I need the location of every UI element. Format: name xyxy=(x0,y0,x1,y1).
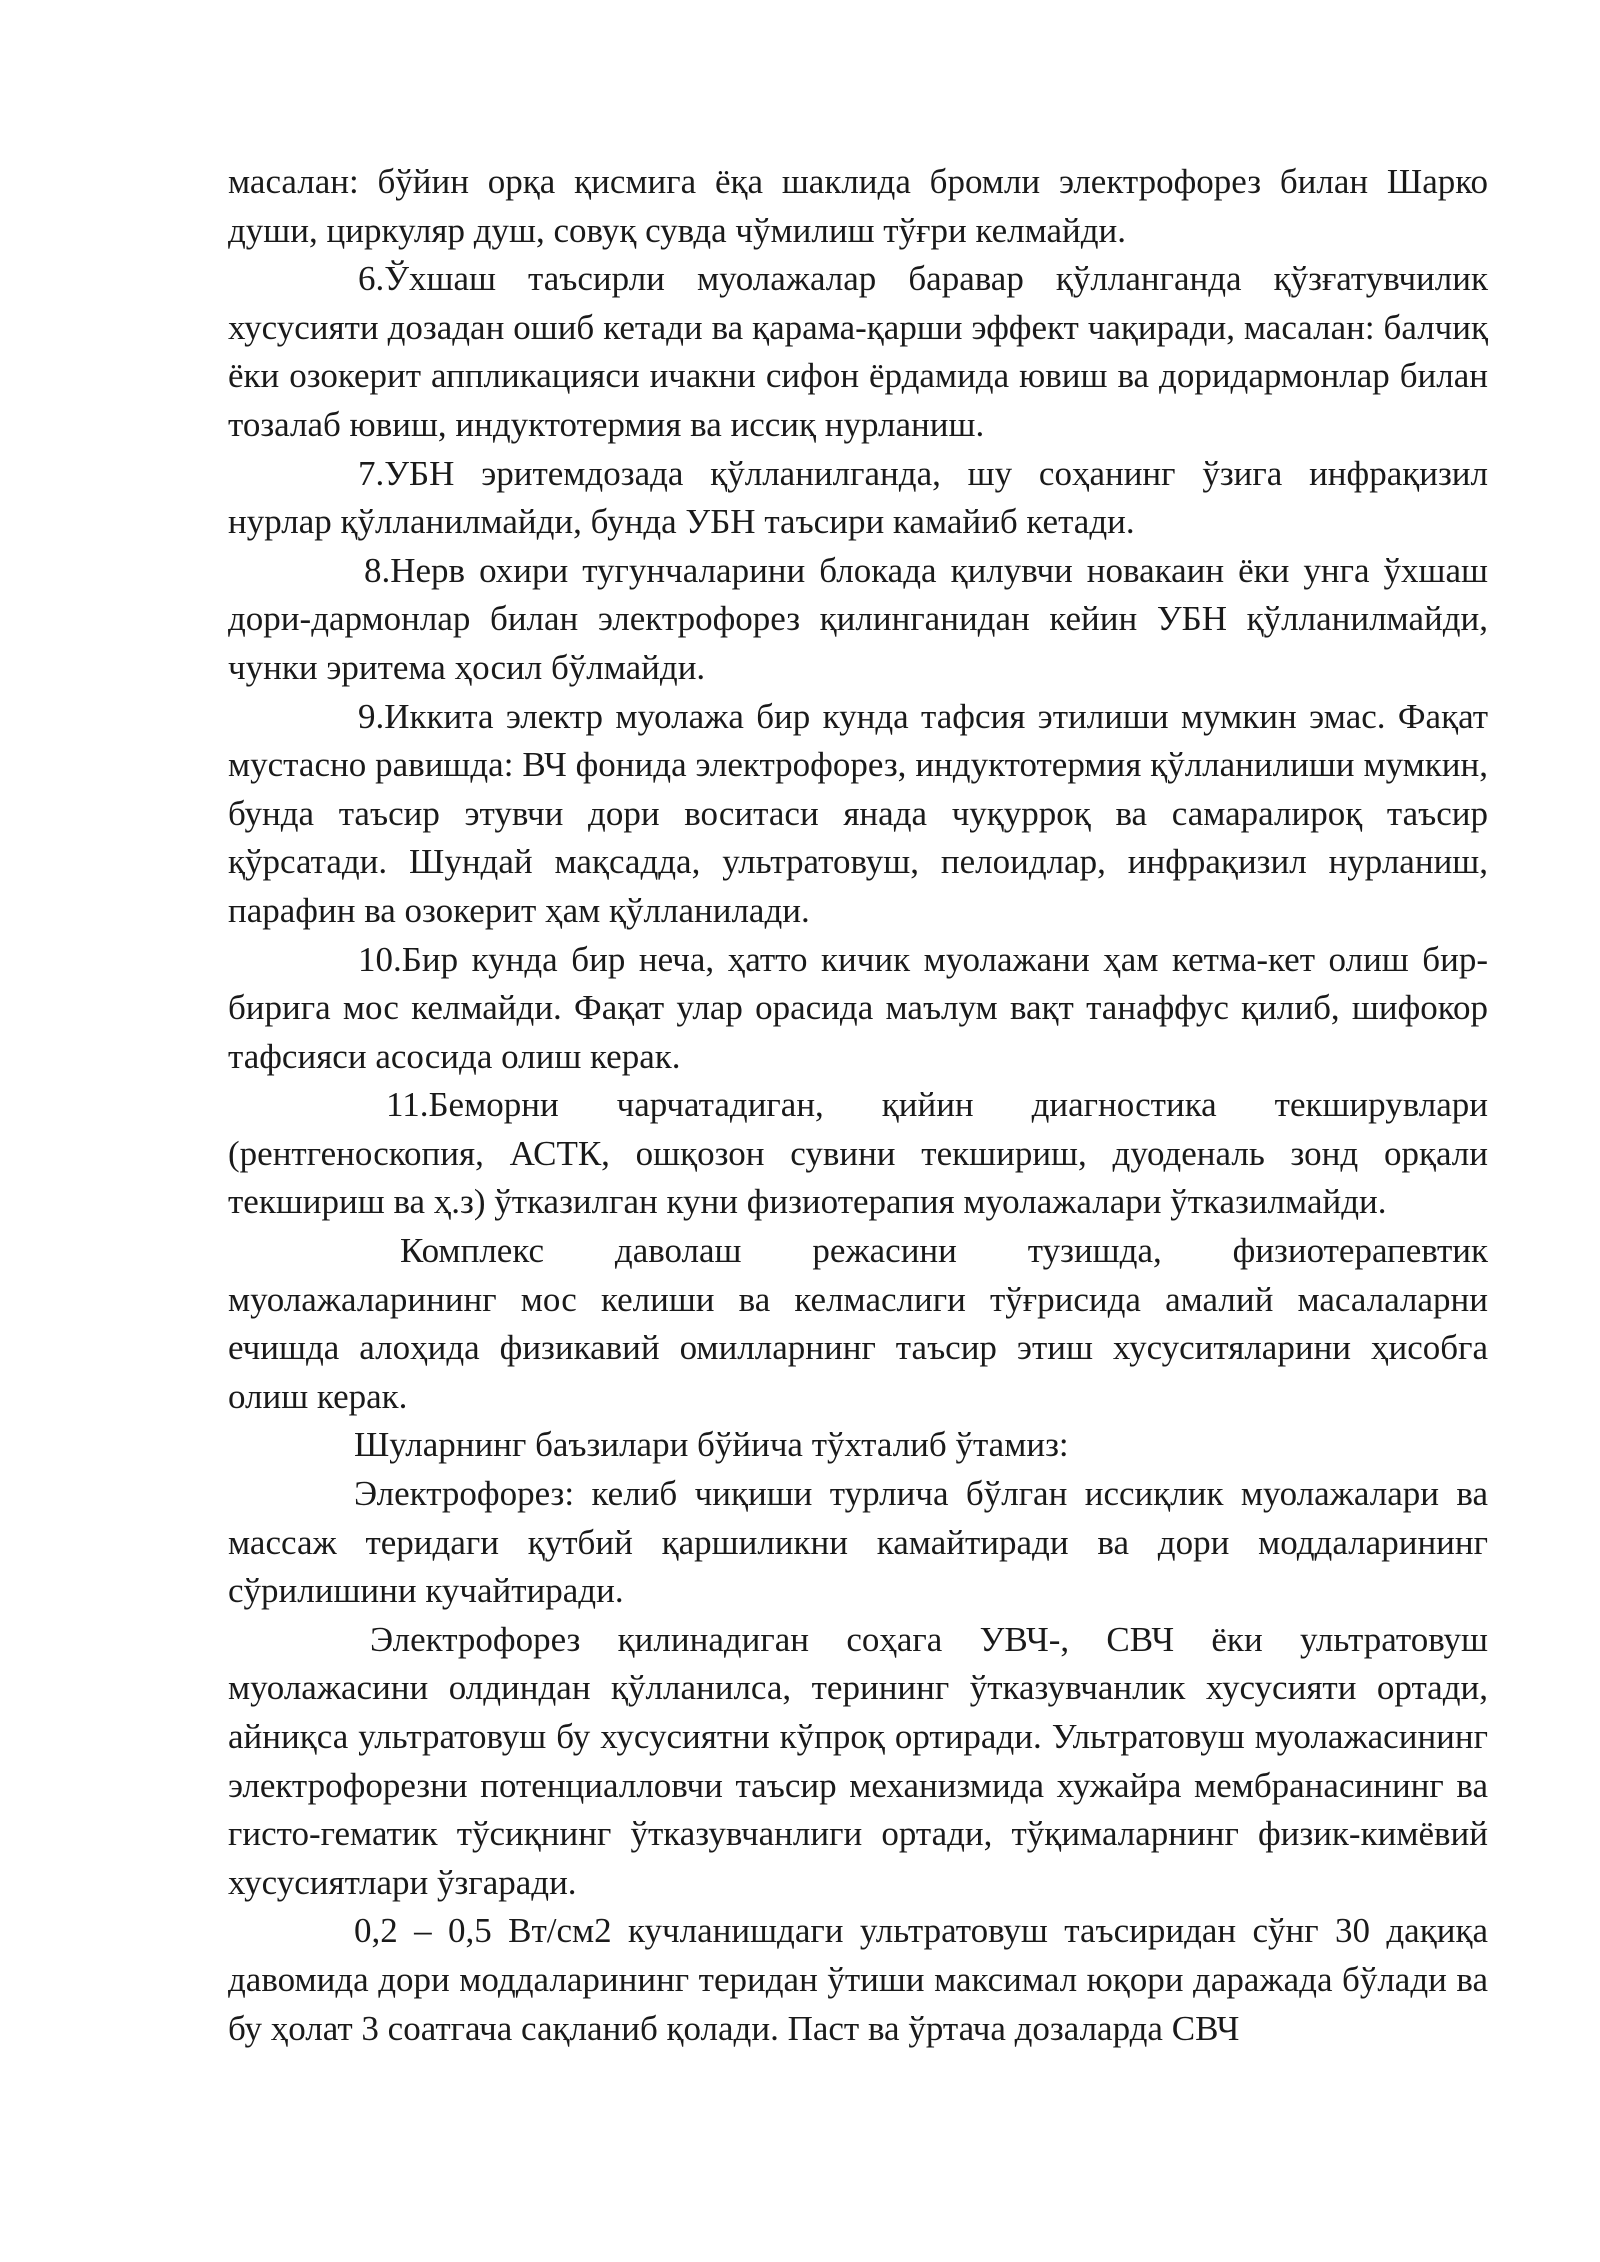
paragraph-item-10: 10.Бир кунда бир неча, ҳатто кичик муолажани ҳам кетма-кет олиш бир-бирига мос келмайди. Фақат улар орасида маълум вақт танаффус қилиб, шифокор тафсияси асосида олиш керак. xyxy=(228,939,1488,1076)
paragraph-complex-treatment: Комплекс даволаш режасини тузишда, физиотерапевтик муолажаларининг мос келиши ва келмаслиги тўғрисида амалий масалаларни ечишда алоҳида физикавий омилларнинг таъсир этиш хусуситяларини ҳисобга олиш керак. xyxy=(228,1231,1488,1416)
paragraph-ultrasound-dose: 0,2 – 0,5 Вт/см2 кучланишдаги ультратовуш таъсиридан сўнг 30 дақиқа давомида дори моддаларининг теридан ўтиши максимал юқори даражада бўлади ва бу ҳолат 3 соатгача сақланиб қолади. Паст ва ўртача дозаларда СВЧ xyxy=(228,1911,1488,2048)
document-page xyxy=(228,158,1488,2053)
paragraph-item-6: 6.Ўхшаш таъсирли муолажалар баравар қўлланганда қўзғатувчилик хусусияти дозадан ошиб кетади ва қарама-қарши эффект чақиради, масалан: балчиқ ёки озокерит аппликацияси ичакни сифон ёрдамида ювиш ва доридармонлар билан тозалаб ювиш, индуктотермия ва иссиқ нурланиш. xyxy=(228,259,1488,444)
paragraph-electrophoresis: Электрофорез: келиб чиқиши турлича бўлган иссиқлик муолажалари ва массаж теридаги қутбий қаршиликни камайтиради ва дори моддаларининг сўрилишини кучайтиради. xyxy=(228,1474,1488,1611)
paragraph-item-9: 9.Иккита электр муолажа бир кунда тафсия этилиши мумкин эмас. Фақат мустасно равишда: ВЧ фонида электрофорез, индуктотермия қўлланилиши мумкин, бунда таъсир этувчи дори воситаси янада чуқурроқ ва самаралироқ таъсир қўрсатади. Шундай мақсадда, ультратовуш, пелоидлар, инфрақизил нурланиш, парафин ва озокерит ҳам қўлланилади. xyxy=(228,696,1488,930)
paragraph-electrophoresis-uhf: Электрофорез қилинадиган соҳага УВЧ-, СВЧ ёки ультратовуш муолажасини олдиндан қўлланилса, терининг ўтказувчанлик хусусияти ортади, айниқса ультратовуш бу хусусиятни кўпроқ ортиради. Ультратовуш муолажасининг электрофорезни потенциалловчи таъсир механизмида хужайра мембранасининг ва гисто-гематик тўсиқнинг ўтказувчанлиги ортади, тўқималарнинг физик-кимёвий хусусиятлари ўзгаради. xyxy=(228,1619,1488,1902)
paragraph-item-11: 11.Беморни чарчатадиган, қийин диагностика текширувлари (рентгеноскопия, АСТК, ошқозон сувини текшириш, дуоденаль зонд орқали текшириш ва ҳ.з) ўтказилган куни физиотерапия муолажалари ўтказилмайди. xyxy=(228,1085,1488,1222)
paragraph-item-7: 7.УБН эритемдозада қўлланилганда, шу соҳанинг ўзига инфрақизил нурлар қўлланилмайди, бунда УБН таъсири камайиб кетади. xyxy=(228,453,1488,542)
paragraph-section-intro: Шуларнинг баъзилари бўйича тўхталиб ўтамиз: xyxy=(354,1425,1069,1465)
paragraph-item-8: 8.Нерв охири тугунчаларини блокада қилувчи новакаин ёки унга ўхшаш дори-дармонлар билан электрофорез қилинганидан кейин УБН қўлланилмайди, чунки эритема ҳосил бўлмайди. xyxy=(228,550,1488,687)
paragraph-intro-continuation: масалан: бўйин орқа қисмига ёқа шаклида бромли электрофорез билан Шарко души, циркуляр душ, совуқ сувда чўмилиш тўғри келмайди. xyxy=(228,162,1488,250)
